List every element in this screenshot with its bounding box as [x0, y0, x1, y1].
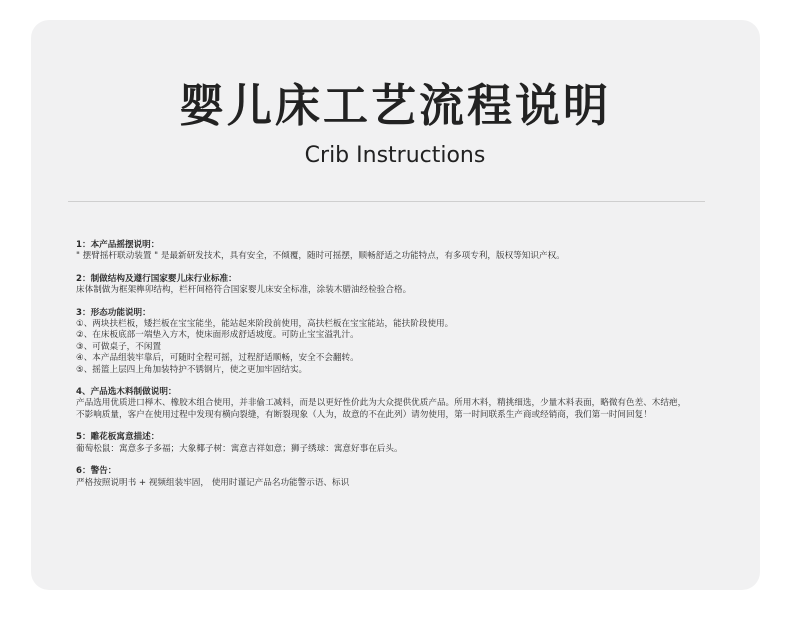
section-line: ①、两块扶栏板，矮拦板在宝宝能坐，能站起来阶段前使用，高扶栏板在宝宝能站，能扶阶段使用。 — [76, 319, 454, 330]
section-line: 葡萄松鼠：寓意多子多福；大象椰子树：寓意吉祥如意；狮子绣球：寓意好事在后头。 — [76, 443, 403, 454]
page-subtitle: Crib Instructions — [304, 143, 486, 168]
section-carving — [76, 432, 716, 455]
section-line: ③、可做桌子，不闲置 — [76, 341, 162, 352]
title-divider — [68, 201, 705, 202]
page-title: 婴儿床工艺流程说明 — [178, 79, 611, 132]
section-heading: 5：雕花板寓意描述： — [76, 432, 160, 443]
section-line: 床体制做为框架榫卯结构，栏杆间格符合国家婴儿床安全标准，涂装木腊油经检验合格。 — [76, 285, 412, 296]
section-heading: 3：形态功能说明： — [76, 307, 151, 318]
section-line: 严格按照说明书 + 视频组装牢固， 使用时谨记产品名功能警示语、标识 — [76, 477, 350, 488]
section-heading: 6：警告： — [76, 466, 117, 477]
section-structure — [76, 274, 716, 297]
instructions-body — [76, 240, 716, 500]
section-heading: 4、产品选木料制做说明： — [76, 387, 177, 398]
section-swing — [76, 240, 716, 263]
section-line: 产品选用优质进口榉木、橡胶木组合使用，并非偷工减料，而是以更好性价此为大众提供优质产品。所用木料，精挑细选，少量木料表面，略微有色差、木结疤， — [76, 398, 687, 409]
section-line: ②、在床板底部一端垫入方木，使床面形成舒适坡度。可防止宝宝溢乳汁。 — [76, 330, 359, 341]
section-materials — [76, 387, 716, 421]
section-line: ④、本产品组装牢靠后，可随时全程可摇，过程舒适顺畅，安全不会翻转。 — [76, 353, 359, 364]
section-heading: 1：本产品摇摆说明： — [76, 240, 160, 250]
section-line: ⑤、摇篮上层四上角加装特护不锈钢片，使之更加牢固结实。 — [76, 364, 308, 375]
section-line: " 摆臂摇杆联动装置 " 是最新研发技术，具有安全，不倾覆，随时可摇摆，顺畅舒适之功能特点，有多项专利，版权等知识产权。 — [76, 251, 565, 262]
section-heading: 2：制做结构及遵行国家婴儿床行业标准： — [76, 273, 237, 284]
section-functions — [76, 308, 716, 376]
section-line: 不影响质量，客户在使用过程中发现有横向裂缝，有断裂现象（人为，故意的不在此列）请勿使用，第一时间联系生产商或经销商，我们第一时间回复！ — [76, 409, 652, 420]
section-warning — [76, 466, 716, 489]
